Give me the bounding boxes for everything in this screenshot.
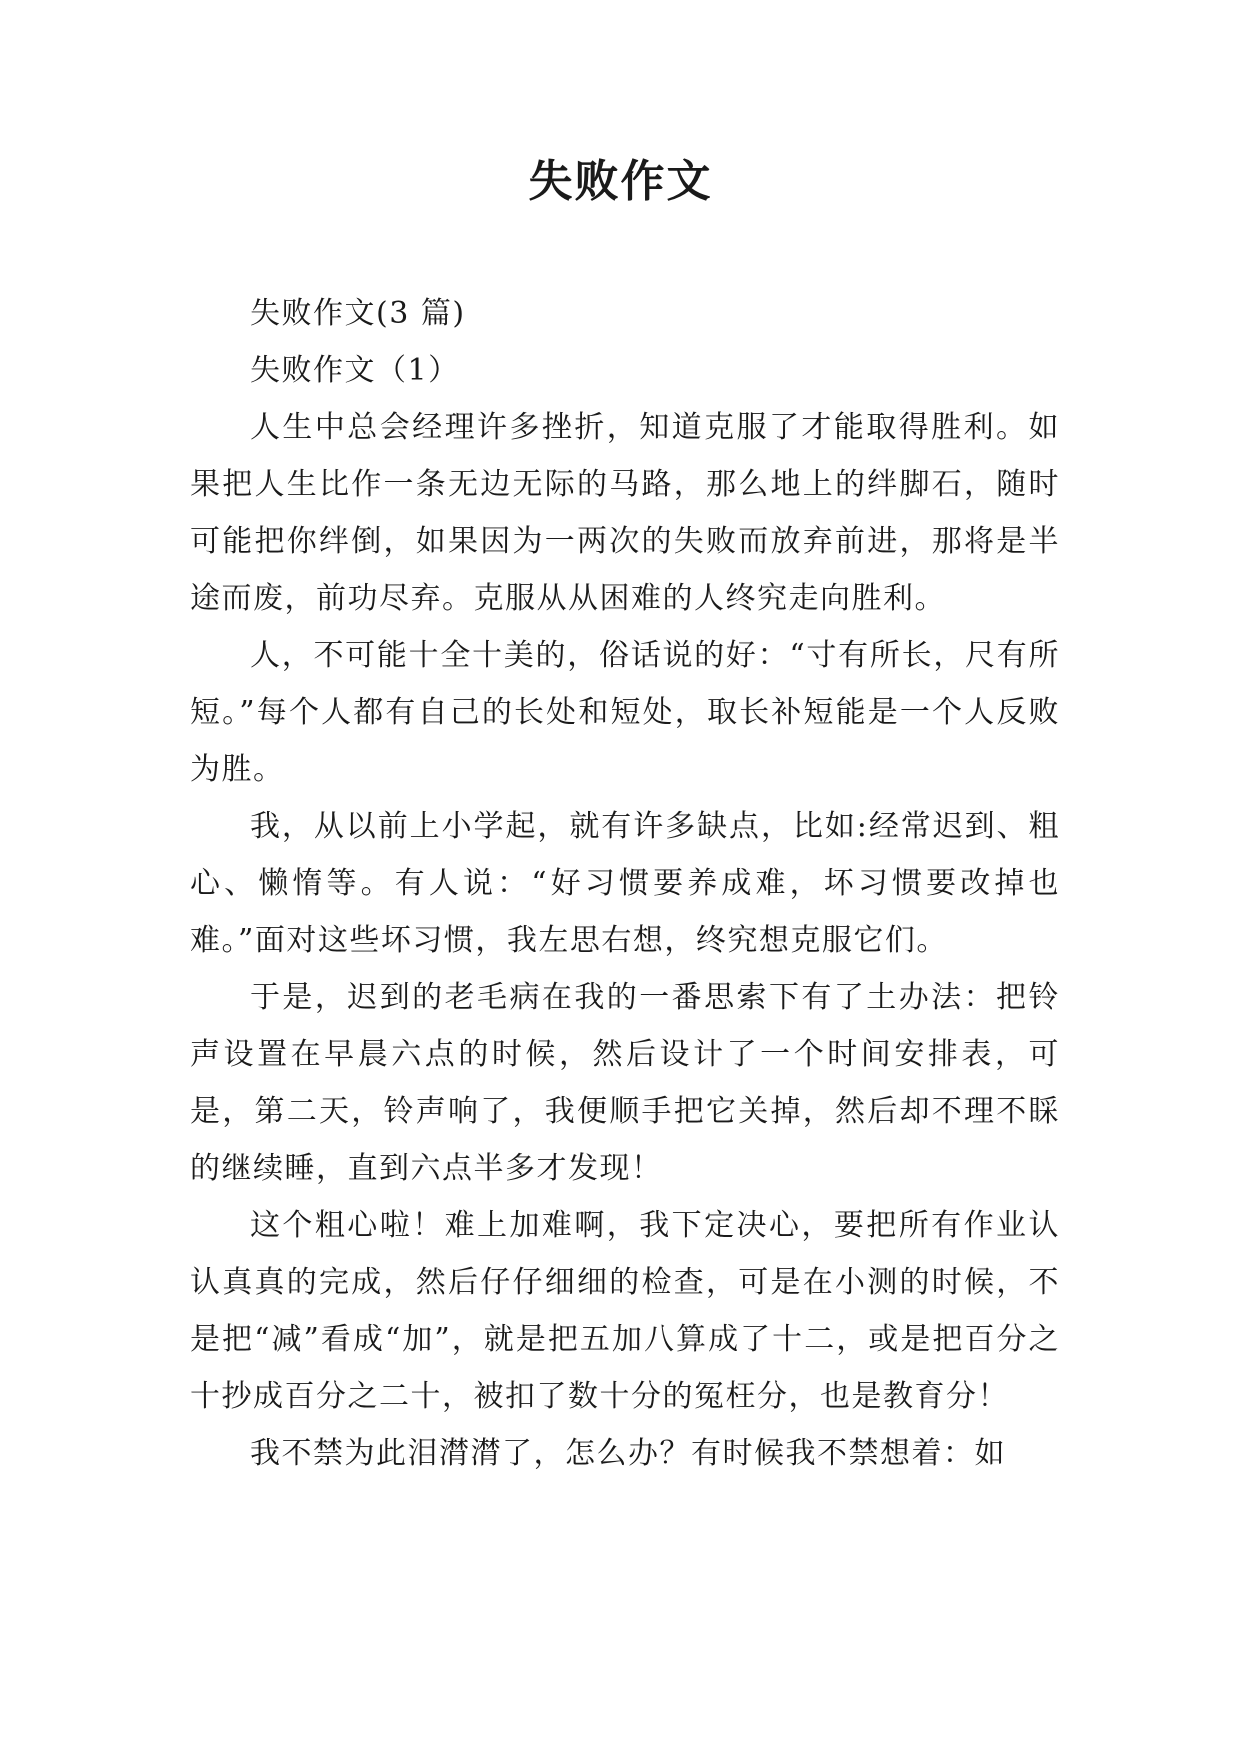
paragraph: 我不禁为此泪潸潸了，怎么办？有时候我不禁想着：如 — [250, 1436, 1006, 1471]
paragraph: 人，不可能十全十美的，俗话说的好：“寸有所长，尺有所短。”每个人都有自己的长处和短处，取长补短能是一个人反败为胜。 — [190, 638, 1060, 787]
paragraph: 人生中总会经理许多挫折，知道克服了才能取得胜利。如果把人生比作一条无边无际的马路，那么地上的绊脚石，随时可能把你绊倒，如果因为一两次的失败而放弃前进，那将是半途而废，前功尽弃。克服从从困难的人终究走向胜利。 — [190, 410, 1060, 616]
paragraph-heading-essay-1: 失败作文（1） — [250, 353, 460, 388]
paragraph: 我，从以前上小学起，就有许多缺点，比如:经常迟到、粗心、懒惰等。有人说：“好习惯要养成难，坏习惯要改掉也难。”面对这些坏习惯，我左思右想，终究想克服它们。 — [190, 809, 1060, 958]
paragraph: 这个粗心啦！难上加难啊，我下定决心，要把所有作业认认真真的完成，然后仔仔细细的检查，可是在小测的时候，不是把“减”看成“加”，就是把五加八算成了十二，或是把百分之十抄成百分之二十，被扣了数十分的冤枉分，也是教育分！ — [190, 1208, 1060, 1414]
document-title: 失败作文 — [528, 156, 713, 207]
document-body — [190, 285, 1060, 1482]
paragraph-heading-collection: 失败作文(3 篇) — [250, 296, 466, 331]
paragraph: 于是，迟到的老毛病在我的一番思索下有了土办法：把铃声设置在早晨六点的时候，然后设计了一个时间安排表，可是，第二天，铃声响了，我便顺手把它关掉，然后却不理不睬的继续睡，直到六点半多才发现！ — [190, 980, 1060, 1186]
